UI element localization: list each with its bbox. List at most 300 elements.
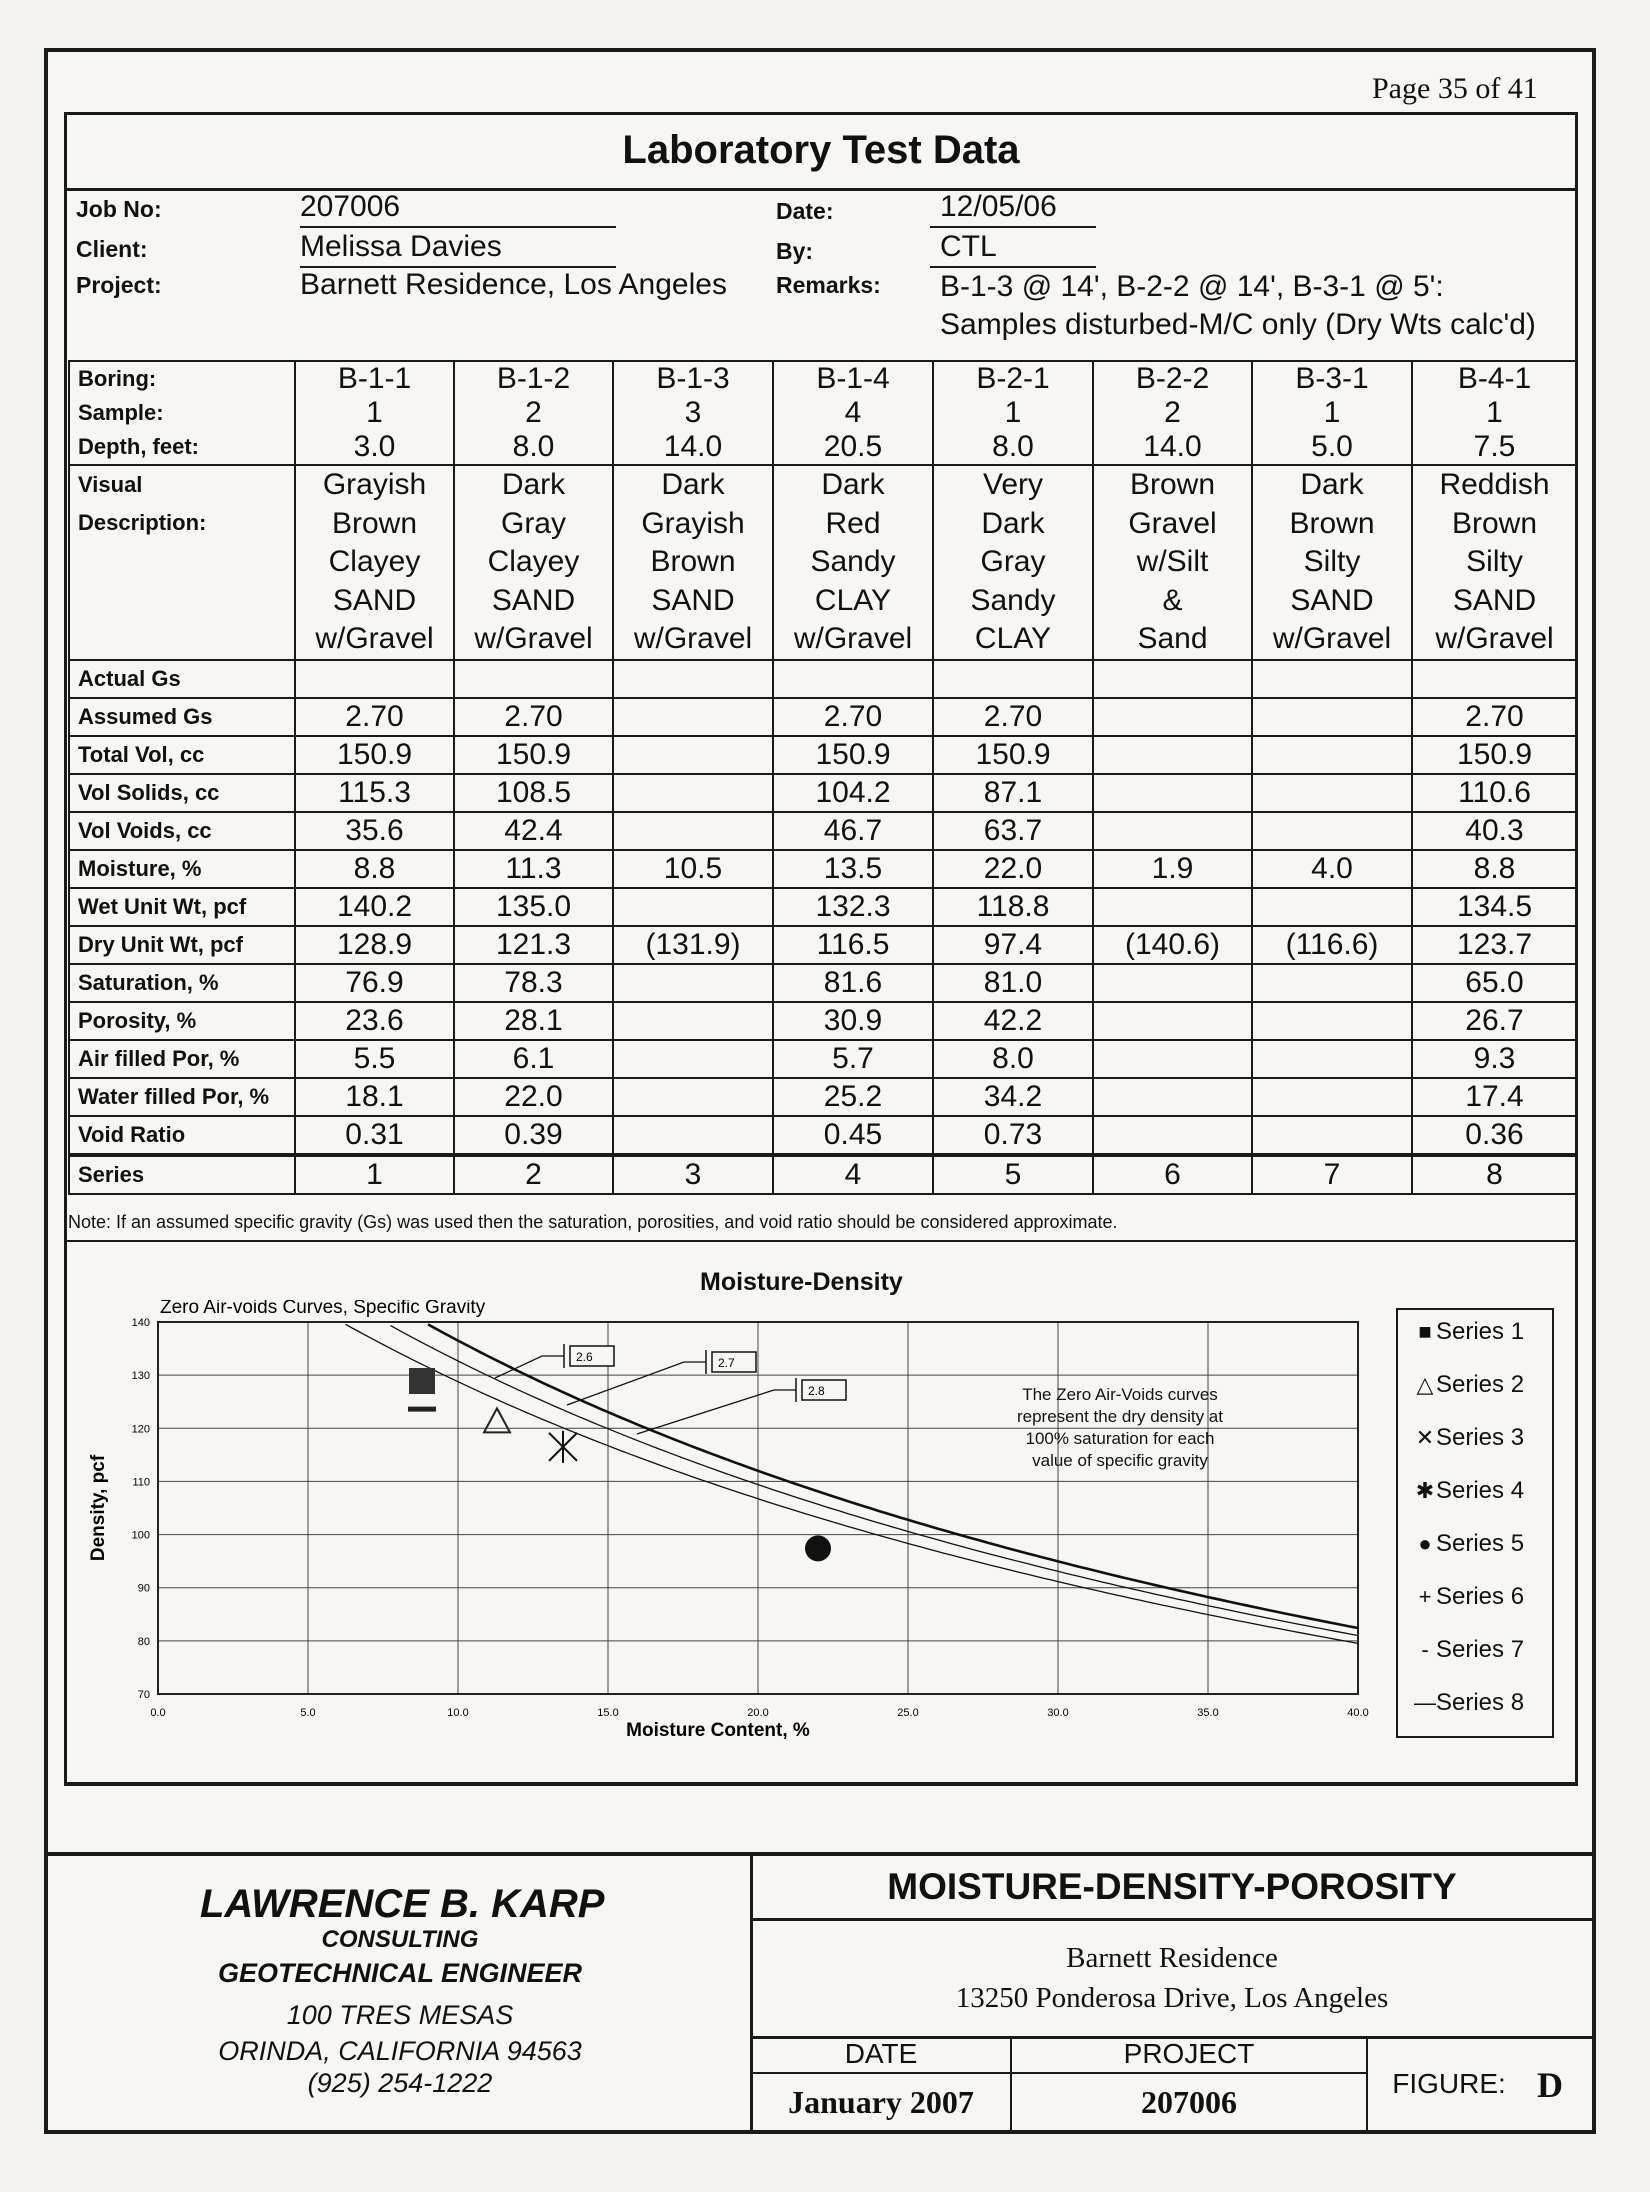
boring-header-cell bbox=[1252, 361, 1412, 465]
curve-leader-line bbox=[637, 1390, 796, 1434]
description-word: Brown bbox=[1451, 506, 1538, 540]
table-cell bbox=[1093, 812, 1252, 850]
boring-header-cell bbox=[1412, 361, 1577, 465]
table-cell: 8.8 bbox=[1412, 850, 1577, 888]
visual-description-cell bbox=[773, 465, 933, 660]
table-row bbox=[69, 812, 1577, 850]
header-label: Boring: bbox=[78, 366, 157, 391]
legend-label: Series 2 bbox=[1436, 1371, 1525, 1398]
chart-title: Moisture-Density bbox=[700, 1268, 903, 1296]
y-tick-label: 120 bbox=[131, 1423, 150, 1436]
table-cell: 8.0 bbox=[933, 1040, 1093, 1078]
date-underline bbox=[930, 226, 1096, 228]
boring-depth: 8.0 bbox=[992, 430, 1034, 463]
table-cell: 6 bbox=[1093, 1155, 1252, 1194]
row-label: Void Ratio bbox=[69, 1116, 295, 1155]
table-cell: 150.9 bbox=[933, 736, 1093, 774]
row-label: Wet Unit Wt, pcf bbox=[69, 888, 295, 926]
boring-header-cell bbox=[454, 361, 613, 465]
client-value: Melissa Davies bbox=[300, 230, 502, 263]
zero-air-voids-curve bbox=[428, 1324, 1358, 1628]
x-marker-icon: ✕ bbox=[1415, 1425, 1435, 1450]
zero-air-voids-note bbox=[1017, 1385, 1223, 1470]
triangle-marker-icon: △ bbox=[1416, 1372, 1434, 1397]
company-line-1: CONSULTING bbox=[321, 1926, 479, 1953]
table-cell bbox=[613, 774, 773, 812]
description-word: Dark bbox=[661, 468, 725, 501]
boring-boring: B-1-3 bbox=[656, 362, 730, 395]
y-tick-label: 90 bbox=[137, 1582, 150, 1595]
description-word: SAND bbox=[1290, 583, 1374, 617]
data-point-circle bbox=[805, 1535, 831, 1561]
plus-marker-icon: + bbox=[1418, 1584, 1432, 1609]
description-word: w/Gravel bbox=[793, 622, 913, 655]
star-marker-icon: ✱ bbox=[1415, 1478, 1435, 1503]
boring-depth: 14.0 bbox=[663, 430, 723, 463]
table-row bbox=[69, 698, 1577, 736]
legend-item bbox=[1414, 1318, 1524, 1346]
boring-boring: B-4-1 bbox=[1457, 362, 1532, 395]
table-cell: 2.70 bbox=[1412, 698, 1577, 736]
job-no-value: 207006 bbox=[300, 190, 401, 223]
table-row bbox=[69, 736, 1577, 774]
legend-item bbox=[1414, 1530, 1524, 1558]
legend-label: Series 8 bbox=[1436, 1689, 1525, 1716]
header-row bbox=[69, 361, 1577, 465]
table-cell bbox=[613, 660, 773, 698]
table-cell: 150.9 bbox=[454, 736, 613, 774]
boring-sample: 4 bbox=[844, 396, 862, 429]
row-label: Water filled Por, % bbox=[69, 1078, 295, 1116]
boring-boring: B-2-1 bbox=[976, 362, 1050, 395]
table-row bbox=[69, 660, 1577, 698]
y-tick-label: 140 bbox=[131, 1317, 150, 1329]
y-axis-label: Density, pcf bbox=[88, 1454, 109, 1562]
table-cell: 4 bbox=[773, 1155, 933, 1194]
table-cell: 104.2 bbox=[773, 774, 933, 812]
curve-label: 2.8 bbox=[808, 1384, 825, 1398]
description-word: SAND bbox=[1452, 583, 1537, 617]
description-word: SAND bbox=[651, 583, 735, 617]
table-cell bbox=[1093, 660, 1252, 698]
table-cell: 0.73 bbox=[933, 1116, 1093, 1155]
row-label: Vol Voids, cc bbox=[69, 812, 295, 850]
legend-label: Series 4 bbox=[1436, 1477, 1525, 1504]
visual-label: Description: bbox=[78, 510, 207, 535]
description-word: CLAY bbox=[814, 583, 892, 617]
description-word: Gray bbox=[980, 545, 1046, 578]
curve-leader-line bbox=[567, 1362, 706, 1405]
description-word: Dark bbox=[501, 468, 566, 501]
table-cell bbox=[613, 736, 773, 774]
boring-depth: 5.0 bbox=[1311, 430, 1353, 463]
boring-boring: B-1-4 bbox=[816, 362, 890, 395]
header-label: Depth, feet: bbox=[78, 434, 199, 459]
note-line: value of specific gravity bbox=[1032, 1451, 1208, 1470]
date-value: 12/05/06 bbox=[940, 190, 1057, 223]
table-cell bbox=[1093, 736, 1252, 774]
description-word: SAND bbox=[332, 583, 417, 617]
y-tick-label: 80 bbox=[137, 1635, 150, 1648]
table-cell: 2.70 bbox=[454, 698, 613, 736]
table-row bbox=[69, 850, 1577, 888]
table-cell: 17.4 bbox=[1412, 1078, 1577, 1116]
table-cell bbox=[1252, 964, 1412, 1002]
visual-description-cell bbox=[454, 465, 613, 660]
table-row bbox=[69, 1078, 1577, 1116]
job-no-label: Job No: bbox=[76, 196, 162, 222]
table-cell: 34.2 bbox=[933, 1078, 1093, 1116]
data-point-star bbox=[549, 1431, 577, 1463]
row-label: Porosity, % bbox=[69, 1002, 295, 1040]
x-tick-label: 30.0 bbox=[1047, 1707, 1069, 1719]
table-cell: 22.0 bbox=[933, 850, 1093, 888]
boring-sample: 3 bbox=[684, 396, 702, 429]
curve-label: 2.6 bbox=[576, 1350, 593, 1364]
table-row bbox=[69, 774, 1577, 812]
table-cell: 121.3 bbox=[454, 926, 613, 964]
table-cell bbox=[1252, 812, 1412, 850]
note-line: The Zero Air-Voids curves bbox=[1022, 1385, 1218, 1404]
table-cell bbox=[1093, 1116, 1252, 1155]
boring-depth: 8.0 bbox=[512, 430, 555, 463]
table-cell bbox=[773, 660, 933, 698]
figure-value: D bbox=[1537, 2065, 1563, 2105]
legend-item bbox=[1414, 1636, 1524, 1664]
footer-date-label: DATE bbox=[844, 2038, 918, 2069]
row-label: Saturation, % bbox=[69, 964, 295, 1002]
description-word: CLAY bbox=[974, 622, 1052, 655]
note-line: 100% saturation for each bbox=[1025, 1429, 1215, 1448]
chart-legend bbox=[1396, 1308, 1554, 1738]
table-cell: 2.70 bbox=[773, 698, 933, 736]
description-word: & bbox=[1162, 583, 1183, 617]
row-label: Dry Unit Wt, pcf bbox=[69, 926, 295, 964]
boring-sample: 1 bbox=[1486, 396, 1503, 429]
project-address: 13250 Ponderosa Drive, Los Angeles bbox=[955, 1982, 1389, 2014]
table-cell: 0.36 bbox=[1412, 1116, 1577, 1155]
figure-title: MOISTURE-DENSITY-POROSITY bbox=[887, 1866, 1457, 1907]
table-row bbox=[69, 1155, 1577, 1194]
legend-label: Series 5 bbox=[1436, 1530, 1525, 1557]
table-cell: 116.5 bbox=[773, 926, 933, 964]
table-cell: 128.9 bbox=[295, 926, 454, 964]
table-cell: 5.5 bbox=[295, 1040, 454, 1078]
description-word: w/Gravel bbox=[1435, 622, 1554, 655]
description-word: Dark bbox=[981, 506, 1045, 540]
table-cell bbox=[1093, 888, 1252, 926]
by-value: CTL bbox=[940, 230, 997, 263]
boring-header-cell bbox=[613, 361, 773, 465]
table-cell: 26.7 bbox=[1412, 1002, 1577, 1040]
data-point-square bbox=[409, 1368, 435, 1394]
table-cell bbox=[613, 1078, 773, 1116]
remarks-line-1: B-1-3 @ 14', B-2-2 @ 14', B-3-1 @ 5': bbox=[940, 270, 1444, 303]
chart-frame-bottom bbox=[64, 1782, 1578, 1786]
table-cell: 42.2 bbox=[933, 1002, 1093, 1040]
visual-description-cell bbox=[933, 465, 1093, 660]
table-cell: 40.3 bbox=[1412, 812, 1577, 850]
page-title: Laboratory Test Data bbox=[622, 128, 1020, 172]
table-cell: 134.5 bbox=[1412, 888, 1577, 926]
header-label: Sample: bbox=[78, 400, 164, 425]
date-label: Date: bbox=[776, 198, 834, 224]
description-word: Silty bbox=[1303, 545, 1361, 578]
row-label: Assumed Gs bbox=[69, 698, 295, 736]
table-cell: 65.0 bbox=[1412, 964, 1577, 1002]
x-tick-label: 35.0 bbox=[1197, 1707, 1219, 1719]
legend-item bbox=[1414, 1583, 1524, 1611]
description-word: Sandy bbox=[810, 545, 896, 578]
visual-description-row bbox=[69, 465, 1577, 660]
table-cell bbox=[613, 698, 773, 736]
project-label: Project: bbox=[76, 272, 162, 298]
table-cell: 1.9 bbox=[1093, 850, 1252, 888]
boring-depth: 7.5 bbox=[1473, 430, 1516, 463]
table-cell: 8 bbox=[1412, 1155, 1577, 1194]
company-name: LAWRENCE B. KARP bbox=[200, 1882, 605, 1926]
table-cell: 63.7 bbox=[933, 812, 1093, 850]
description-word: w/Gravel bbox=[1272, 622, 1392, 655]
visual-description-cell bbox=[295, 465, 454, 660]
y-tick-label: 70 bbox=[137, 1689, 150, 1701]
table-cell: 78.3 bbox=[454, 964, 613, 1002]
square-marker-icon: ■ bbox=[1418, 1319, 1432, 1344]
table-cell: 6.1 bbox=[454, 1040, 613, 1078]
description-word: Brown bbox=[331, 506, 418, 540]
description-word: Brown bbox=[1289, 506, 1375, 540]
description-word: Sand bbox=[1137, 622, 1208, 655]
description-word: Clayey bbox=[328, 545, 421, 578]
legend-label: Series 6 bbox=[1436, 1583, 1525, 1610]
moisture-density-chart bbox=[80, 1300, 1380, 1770]
row-label: Total Vol, cc bbox=[69, 736, 295, 774]
x-tick-label: 15.0 bbox=[597, 1707, 619, 1719]
table-cell bbox=[1252, 1078, 1412, 1116]
boring-sample: 2 bbox=[1164, 396, 1181, 429]
note-line: represent the dry density at bbox=[1016, 1407, 1224, 1426]
table-cell: 150.9 bbox=[773, 736, 933, 774]
annotation-spacer bbox=[1310, 1370, 1358, 1384]
description-word: Dark bbox=[821, 468, 885, 501]
client-label: Client: bbox=[76, 236, 148, 262]
title-divider bbox=[64, 188, 1578, 191]
boring-boring: B-3-1 bbox=[1295, 362, 1369, 395]
description-word: Silty bbox=[1466, 545, 1523, 578]
description-word: w/Gravel bbox=[315, 622, 434, 655]
table-row bbox=[69, 888, 1577, 926]
description-word: Brown bbox=[650, 545, 736, 578]
boring-boring: B-1-2 bbox=[496, 362, 571, 395]
boring-depth: 3.0 bbox=[353, 430, 396, 463]
info-label-divider bbox=[752, 2072, 1368, 2074]
row-label: Moisture, % bbox=[69, 850, 295, 888]
table-cell: 35.6 bbox=[295, 812, 454, 850]
table-cell bbox=[1252, 660, 1412, 698]
table-cell: 81.0 bbox=[933, 964, 1093, 1002]
legend-item bbox=[1414, 1689, 1524, 1717]
x-tick-label: 40.0 bbox=[1347, 1707, 1369, 1719]
description-word: Grayish bbox=[641, 506, 745, 540]
table-cell: 10.5 bbox=[613, 850, 773, 888]
footer-top-border bbox=[44, 1852, 1596, 1856]
y-tick-label: 110 bbox=[132, 1476, 150, 1489]
by-label: By: bbox=[776, 238, 814, 264]
table-cell bbox=[1252, 736, 1412, 774]
data-point-dash-long bbox=[408, 1407, 436, 1412]
table-cell: 18.1 bbox=[295, 1078, 454, 1116]
table-row bbox=[69, 964, 1577, 1002]
table-cell: 13.5 bbox=[773, 850, 933, 888]
table-cell: 25.2 bbox=[773, 1078, 933, 1116]
visual-description-cell bbox=[613, 465, 773, 660]
description-word: SAND bbox=[491, 583, 576, 617]
figure-label: FIGURE: bbox=[1392, 2068, 1506, 2099]
boring-sample: 1 bbox=[1004, 396, 1022, 429]
table-cell bbox=[1252, 1116, 1412, 1155]
footer-date-value: January 2007 bbox=[788, 2084, 974, 2120]
x-axis-label: Moisture Content, % bbox=[626, 1720, 810, 1741]
table-cell: 1 bbox=[295, 1155, 454, 1194]
table-cell bbox=[1093, 1040, 1252, 1078]
table-cell: 87.1 bbox=[933, 774, 1093, 812]
description-word: Very bbox=[982, 468, 1044, 501]
table-row bbox=[69, 1040, 1577, 1078]
description-word: Red bbox=[825, 506, 881, 540]
table-cell: 3 bbox=[613, 1155, 773, 1194]
table-cell: 2.70 bbox=[933, 698, 1093, 736]
y-tick-label: 100 bbox=[131, 1529, 150, 1542]
table-cell: 22.0 bbox=[454, 1078, 613, 1116]
row-label: Actual Gs bbox=[69, 660, 295, 698]
by-underline bbox=[930, 266, 1096, 268]
table-cell bbox=[613, 1040, 773, 1078]
description-word: Clayey bbox=[487, 545, 580, 578]
description-word: Brown bbox=[1129, 468, 1216, 501]
table-cell bbox=[295, 660, 454, 698]
header-labels bbox=[69, 361, 295, 465]
table-cell: (131.9) bbox=[613, 926, 773, 964]
table-cell: 110.6 bbox=[1412, 774, 1577, 812]
remarks-label: Remarks: bbox=[776, 272, 881, 298]
company-line-5: (925) 254-1222 bbox=[307, 2068, 493, 2098]
table-cell bbox=[1252, 698, 1412, 736]
visual-description-cell bbox=[1412, 465, 1577, 660]
project-name: Barnett Residence bbox=[1066, 1942, 1278, 1974]
legend-label: Series 1 bbox=[1436, 1318, 1525, 1345]
dash-marker-icon: - bbox=[1421, 1637, 1429, 1662]
table-cell: 42.4 bbox=[454, 812, 613, 850]
table-cell: 0.45 bbox=[773, 1116, 933, 1155]
table-cell bbox=[1252, 888, 1412, 926]
boring-sample: 2 bbox=[525, 396, 542, 429]
description-word: Gray bbox=[500, 506, 566, 540]
description-word: Gravel bbox=[1128, 506, 1217, 540]
table-cell: 23.6 bbox=[295, 1002, 454, 1040]
lab-data-table bbox=[68, 360, 1578, 1195]
x-tick-label: 5.0 bbox=[300, 1707, 316, 1719]
table-cell bbox=[613, 888, 773, 926]
table-cell: 123.7 bbox=[1412, 926, 1577, 964]
table-cell: 76.9 bbox=[295, 964, 454, 1002]
boring-sample: 1 bbox=[366, 396, 383, 429]
table-cell: 7 bbox=[1252, 1155, 1412, 1194]
table-cell: 8.8 bbox=[295, 850, 454, 888]
boring-header-cell bbox=[295, 361, 454, 465]
boring-boring: B-1-1 bbox=[337, 362, 412, 395]
zero-air-voids-caption: Zero Air-voids Curves, Specific Gravity bbox=[160, 1300, 486, 1318]
page-number: Page 35 of 41 bbox=[1372, 72, 1538, 105]
table-cell: 5 bbox=[933, 1155, 1093, 1194]
x-tick-label: 20.0 bbox=[747, 1707, 769, 1719]
description-word: Grayish bbox=[322, 468, 427, 501]
job-no-underline bbox=[300, 226, 616, 228]
company-line-2: GEOTECHNICAL ENGINEER bbox=[217, 1958, 583, 1988]
visual-description-cell bbox=[1093, 465, 1252, 660]
table-cell bbox=[613, 812, 773, 850]
legend-label: Series 3 bbox=[1436, 1424, 1525, 1451]
table-cell: 30.9 bbox=[773, 1002, 933, 1040]
visual-labels bbox=[69, 465, 295, 660]
circle-marker-icon: ● bbox=[1418, 1531, 1432, 1556]
description-word: w/Gravel bbox=[633, 622, 753, 655]
table-cell: 118.8 bbox=[933, 888, 1093, 926]
row-label: Series bbox=[69, 1155, 295, 1194]
table-cell bbox=[613, 1116, 773, 1155]
description-word: Dark bbox=[1300, 468, 1364, 501]
table-cell: 4.0 bbox=[1252, 850, 1412, 888]
table-row bbox=[69, 1002, 1577, 1040]
zero-air-voids-curve bbox=[391, 1326, 1359, 1636]
table-cell: 150.9 bbox=[295, 736, 454, 774]
table-cell bbox=[933, 660, 1093, 698]
dash-long-marker-icon: — bbox=[1414, 1690, 1436, 1715]
table-cell bbox=[1252, 774, 1412, 812]
project-value: Barnett Residence, Los Angeles bbox=[300, 268, 727, 301]
table-cell: 97.4 bbox=[933, 926, 1093, 964]
visual-label: Visual bbox=[78, 472, 143, 497]
legend-item bbox=[1414, 1424, 1524, 1452]
description-word: w/Gravel bbox=[474, 622, 593, 655]
row-label: Vol Solids, cc bbox=[69, 774, 295, 812]
table-cell bbox=[613, 964, 773, 1002]
description-word: Sandy bbox=[970, 583, 1056, 617]
table-cell: 140.2 bbox=[295, 888, 454, 926]
table-cell bbox=[1093, 774, 1252, 812]
legend-item bbox=[1414, 1371, 1524, 1399]
boring-boring: B-2-2 bbox=[1135, 362, 1210, 395]
table-note: Note: If an assumed specific gravity (Gs) was used then the saturation, porosities, and void ratio should be considered approximate. bbox=[68, 1212, 1118, 1232]
table-cell: 46.7 bbox=[773, 812, 933, 850]
boring-header-cell bbox=[933, 361, 1093, 465]
table-cell bbox=[1093, 698, 1252, 736]
table-cell bbox=[1252, 1040, 1412, 1078]
table-cell: 115.3 bbox=[295, 774, 454, 812]
x-tick-label: 25.0 bbox=[897, 1707, 919, 1719]
y-tick-label: 130 bbox=[131, 1370, 150, 1383]
table-cell: (140.6) bbox=[1093, 926, 1252, 964]
footer-project-value: 207006 bbox=[1141, 2084, 1237, 2120]
note-divider bbox=[64, 1240, 1578, 1242]
table-cell: 108.5 bbox=[454, 774, 613, 812]
table-cell: 150.9 bbox=[1412, 736, 1577, 774]
table-cell: 81.6 bbox=[773, 964, 933, 1002]
x-tick-label: 0.0 bbox=[150, 1707, 166, 1719]
table-row bbox=[69, 926, 1577, 964]
company-line-3: 100 TRES MESAS bbox=[286, 2000, 514, 2030]
table-cell bbox=[1252, 1002, 1412, 1040]
boring-sample: 1 bbox=[1323, 396, 1341, 429]
